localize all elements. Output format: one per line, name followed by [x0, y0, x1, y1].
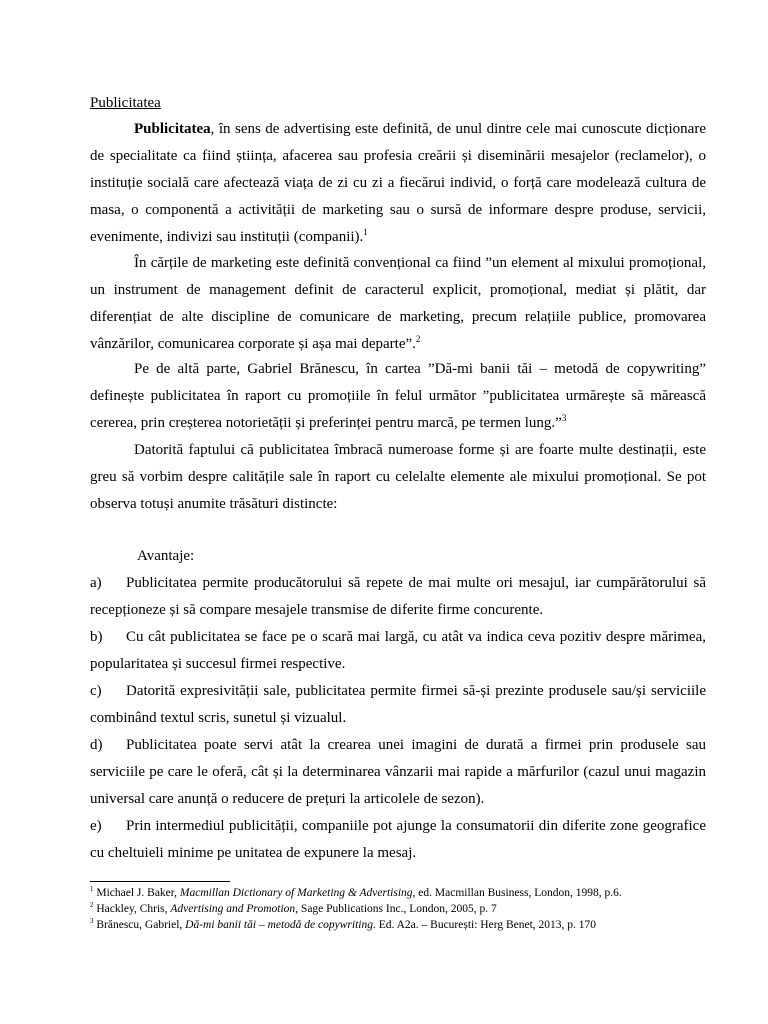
footnote-ref: 2 [415, 334, 421, 344]
list-item [90, 678, 706, 732]
footnote-ref: 1 [363, 227, 368, 237]
list-item [90, 624, 706, 678]
paragraph-text: Pe de altă parte, Gabriel Brănescu, în cartea ”Dă-mi banii tăi – metodă de copywriting” definește publicitatea în raport cu promoțiile în felul următor ”publicitatea urmărește să mărească cererea, prin creșterea notorietății și preferinței pentru marcă, pe termen lung.” [90, 361, 706, 431]
footnote [90, 901, 710, 917]
list-item-text: Cu cât publicitatea se face pe o scară mai largă, cu atât va indica ceva pozitiv despre mărimea, popularitatea și succesul firmei respective. [90, 629, 706, 672]
paragraph-definition [90, 116, 706, 251]
paragraph-traits [90, 437, 706, 518]
footnote-title: Advertising and Promotion, [170, 903, 299, 915]
footnote-title: Dă-mi banii tăi – metodă de copywriting. [185, 919, 376, 931]
list-item-text: Publicitatea permite producătorului să repete de mai multe ori mesajul, iar cumpărătorului să recepționeze și să compare mesajele transmise de diferite firme concurente. [90, 575, 706, 618]
footnote-number: 2 [90, 901, 94, 910]
advantages-heading: Avantaje: [137, 548, 195, 564]
footnote-title: Macmillan Dictionary of Marketing & Advertising [179, 887, 413, 899]
footnote-text: Brănescu, Gabriel, [96, 919, 186, 931]
list-item-text: Datorită expresivității sale, publicitatea permite firmei să-și prezinte produsele sau/și serviciile combinând textul scris, sunetul și vizualul. [90, 683, 706, 726]
footnote-text: Ed. A2a. – București: Herg Benet, 2013, p. 170 [375, 919, 597, 931]
footnote-ref: 3 [561, 413, 567, 423]
footnote-text: Michael J. Baker, [96, 887, 180, 899]
footnote-separator [90, 881, 230, 882]
paragraph-text: Datorită faptului că publicitatea îmbracă numeroase forme și are foarte multe destinații, este greu să vorbim despre calitățile sale în raport cu celelalte elemente ale mixului promoțional. Se pot observa totuși anumite trăsături distincte: [90, 442, 706, 512]
paragraph-bold-term: Publicitatea [134, 121, 211, 137]
footnote-text: Hackley, Chris, [96, 903, 171, 915]
list-item-text: Prin intermediul publicității, companiile pot ajunge la consumatorii din diferite zone geografice cu cheltuieli minime pe unitatea de expunere la mesaj. [90, 818, 706, 861]
list-item [90, 732, 706, 813]
paragraph-branescu [90, 356, 706, 437]
footnote-text: Sage Publications Inc., London, 2005, p. 7 [298, 903, 497, 915]
list-marker: e) [90, 818, 102, 834]
list-marker: c) [90, 683, 102, 699]
footnote-number: 1 [90, 885, 94, 894]
list-item-text: Publicitatea poate servi atât la crearea unei imagini de durată a firmei prin produsele sau serviciile pe care le oferă, cât și la determinarea vânzarii mai rapide a mărfurilor (cazul unui magazin universal care anunță o reducere de prețuri la articolele de sezon). [90, 737, 706, 807]
footnote [90, 885, 710, 901]
footnote-number: 3 [90, 917, 94, 926]
footnote-text: , ed. Macmillan Business, London, 1998, p.6. [412, 887, 622, 899]
list-item [90, 570, 706, 624]
list-marker: d) [90, 737, 103, 753]
list-item [90, 813, 706, 867]
footnote [90, 917, 710, 933]
paragraph-text: , în sens de advertising este definită, de unul dintre cele mai cunoscute dicționare de specialitate ca fiind știința, afacerea sau profesia creării și diseminării mesajelor (reclamelor), o instituție socială care afectează viața de zi cu zi a fiecărui individ, o forță care modelează cultura de masa, o componentă a activității de marketing sau o sursă de informare despre produse, servicii, evenimente, indivizi sau instituții (companii). [90, 121, 706, 245]
list-marker: b) [90, 629, 103, 645]
paragraph-marketing-books [90, 250, 706, 358]
page-title: Publicitatea [90, 95, 161, 111]
paragraph-text: În cărțile de marketing este definită convențional ca fiind ”un element al mixului promoțional, un instrument de management definit de caracterul explicit, promoțional, mediat și plătit, dar diferențiat de alte discipline de comunicare de marketing, precum relațiile publice, promovarea vânzărilor, comunicarea corporate și așa mai departe”. [90, 255, 706, 352]
list-marker: a) [90, 575, 102, 591]
